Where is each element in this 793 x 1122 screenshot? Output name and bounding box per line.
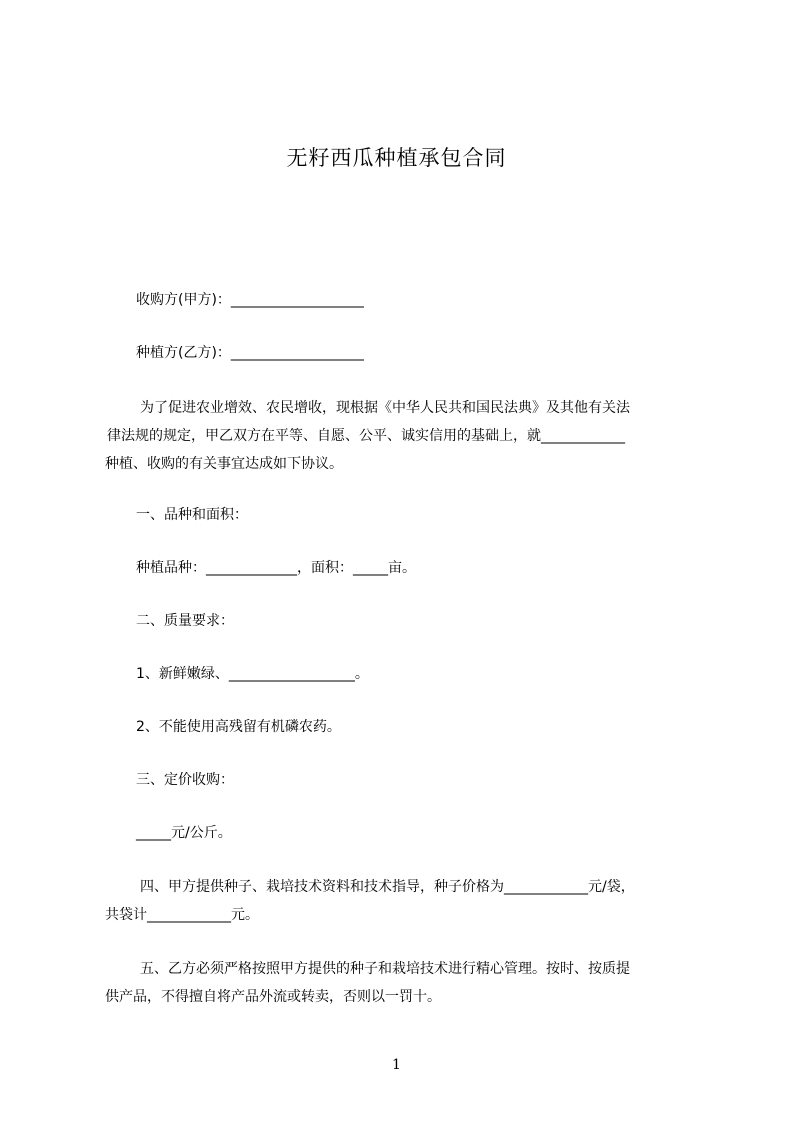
page-title: 无籽西瓜种植承包合同 <box>286 146 507 170</box>
preamble-line-3: 种植、收购的有关事宜达成如下协议。 <box>105 456 343 472</box>
party-a-line: 收购方(甲方)：___________________ <box>136 292 364 308</box>
section1-line: 种植品种：_____________，面积：_____亩。 <box>136 560 416 576</box>
section4-line-1: 四、甲方提供种子、栽培技术资料和技术指导，种子价格为____________元/袋， <box>140 879 635 895</box>
section4-line-2: 共袋计____________元。 <box>105 907 259 923</box>
section1-heading: 一、品种和面积： <box>136 507 248 523</box>
section2-item-1: 1、新鲜嫩绿、__________________。 <box>136 666 369 682</box>
party-b-line: 种植方(乙方)：___________________ <box>136 345 364 361</box>
preamble-line-2: 律法规的规定，甲乙双方在平等、自愿、公平、诚实信用的基础上，就____________ <box>107 428 625 444</box>
section5-line-1: 五、乙方必须严格按照甲方提供的种子和栽培技术进行精心管理。按时、按质提 <box>140 961 630 977</box>
preamble-line-1: 为了促进农业增效、农民增收，现根据《中华人民共和国民法典》及其他有关法 <box>140 400 630 416</box>
page-number: 1 <box>392 1057 401 1073</box>
section2-item-2: 2、不能使用高残留有机磷农药。 <box>136 719 341 735</box>
section3-heading: 三、定价收购： <box>136 772 234 788</box>
section2-heading: 二、质量要求： <box>136 613 234 629</box>
section3-line: _____元/公斤。 <box>136 825 232 841</box>
section5-line-2: 供产品，不得擅自将产品外流或转卖，否则以一罚十。 <box>105 989 441 1005</box>
